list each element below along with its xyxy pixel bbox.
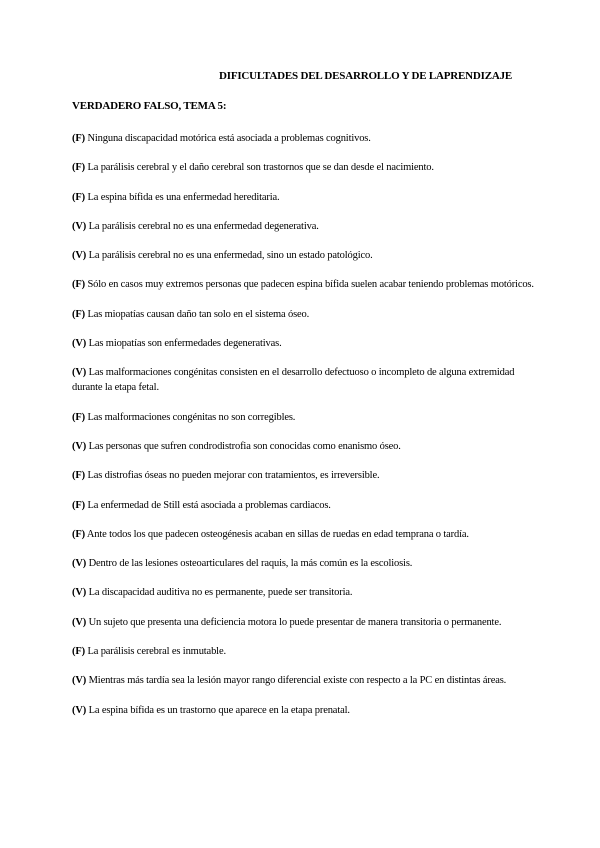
statement-text: Sólo en casos muy extremos personas que padecen espina bífida suelen acabar teniendo problemas motóricos. [84,279,534,291]
statement-item [72,277,534,292]
verdict-label: (F) [72,279,85,291]
statement-item [72,219,534,234]
statement-item [72,673,534,688]
statement-item [72,336,534,351]
statement-item [72,615,534,630]
statement-item [72,248,534,263]
statement-item [72,703,534,718]
statement-text: Las distrofias óseas no pueden mejorar con tratamientos, es irreversible. [84,470,380,482]
verdict-label: (V) [72,616,87,628]
statement-text: La espina bífida es una enfermedad hereditaria. [84,191,280,203]
verdict-label: (V) [72,367,87,379]
statement-item [72,556,534,571]
verdict-label: (F) [72,499,85,511]
statement-item [72,307,534,322]
statement-text: La parálisis cerebral y el daño cerebral son trastornos que se dan desde el nacimiento. [84,162,434,174]
statement-item [72,468,534,483]
statement-item [72,585,534,600]
statement-text: Las miopatías causan daño tan solo en el sistema óseo. [84,308,310,320]
verdict-label: (V) [72,440,87,452]
statement-item [72,365,534,395]
verdict-label: (V) [72,558,87,570]
statement-item [72,439,534,454]
statement-text: La discapacidad auditiva no es permanente, puede ser transitoria. [86,587,353,599]
statement-text: La parálisis cerebral no es una enfermedad degenerativa. [86,220,319,232]
statement-item [72,410,534,425]
statement-text: Un sujeto que presenta una deficiencia motora lo puede presentar de manera transitoria o permanente. [86,616,502,628]
statement-text: La parálisis cerebral no es una enfermedad, sino un estado patológico. [86,250,373,262]
verdict-label: (F) [72,470,85,482]
statement-text: Las malformaciones congénitas no son corregibles. [84,411,296,423]
verdict-label: (F) [72,133,85,144]
document-title: DIFICULTADES DEL DESARROLLO Y DE LAPRENDIZAJE [219,70,513,82]
statement-item [72,131,534,146]
statement-list [72,131,534,732]
statement-item [72,644,534,659]
statement-text: Las miopatías son enfermedades degenerativas. [86,338,282,350]
statement-text: Las malformaciones congénitas consisten en el desarrollo defectuoso o incompleto de alguna extremidad durante la etapa fetal. [72,367,515,394]
verdict-label: (F) [72,411,85,423]
section-title: VERDADERO FALSO, TEMA 5: [72,100,227,112]
statement-text: La enfermedad de Still está asociada a problemas cardiacos. [84,499,331,511]
verdict-label: (F) [72,191,85,203]
statement-item [72,160,534,175]
verdict-label: (F) [72,308,85,320]
verdict-label: (F) [72,646,85,658]
verdict-label: (V) [72,250,87,262]
verdict-label: (V) [72,220,87,232]
statement-text: Dentro de las lesiones osteoarticulares del raquis, la más común es la escoliosis. [86,558,413,570]
statement-item [72,527,534,542]
verdict-label: (F) [72,162,85,174]
statement-item [72,498,534,513]
statement-item [72,190,534,205]
verdict-label: (V) [72,675,87,687]
statement-text: La parálisis cerebral es inmutable. [84,646,226,658]
statement-text: Ninguna discapacidad motórica está asociada a problemas cognitivos. [84,133,371,144]
statement-text: Las personas que sufren condrodistrofia son conocidas como enanismo óseo. [86,440,401,452]
statement-text: Ante todos los que padecen osteogénesis acaban en sillas de ruedas en edad temprana o tardía. [84,528,469,540]
verdict-label: (V) [72,704,87,716]
verdict-label: (V) [72,587,87,599]
statement-text: Mientras más tardía sea la lesión mayor rango diferencial existe con respecto a la PC en distintas áreas. [86,675,507,687]
verdict-label: (F) [72,528,85,540]
statement-text: La espina bífida es un trastorno que aparece en la etapa prenatal. [86,704,350,716]
verdict-label: (V) [72,338,87,350]
